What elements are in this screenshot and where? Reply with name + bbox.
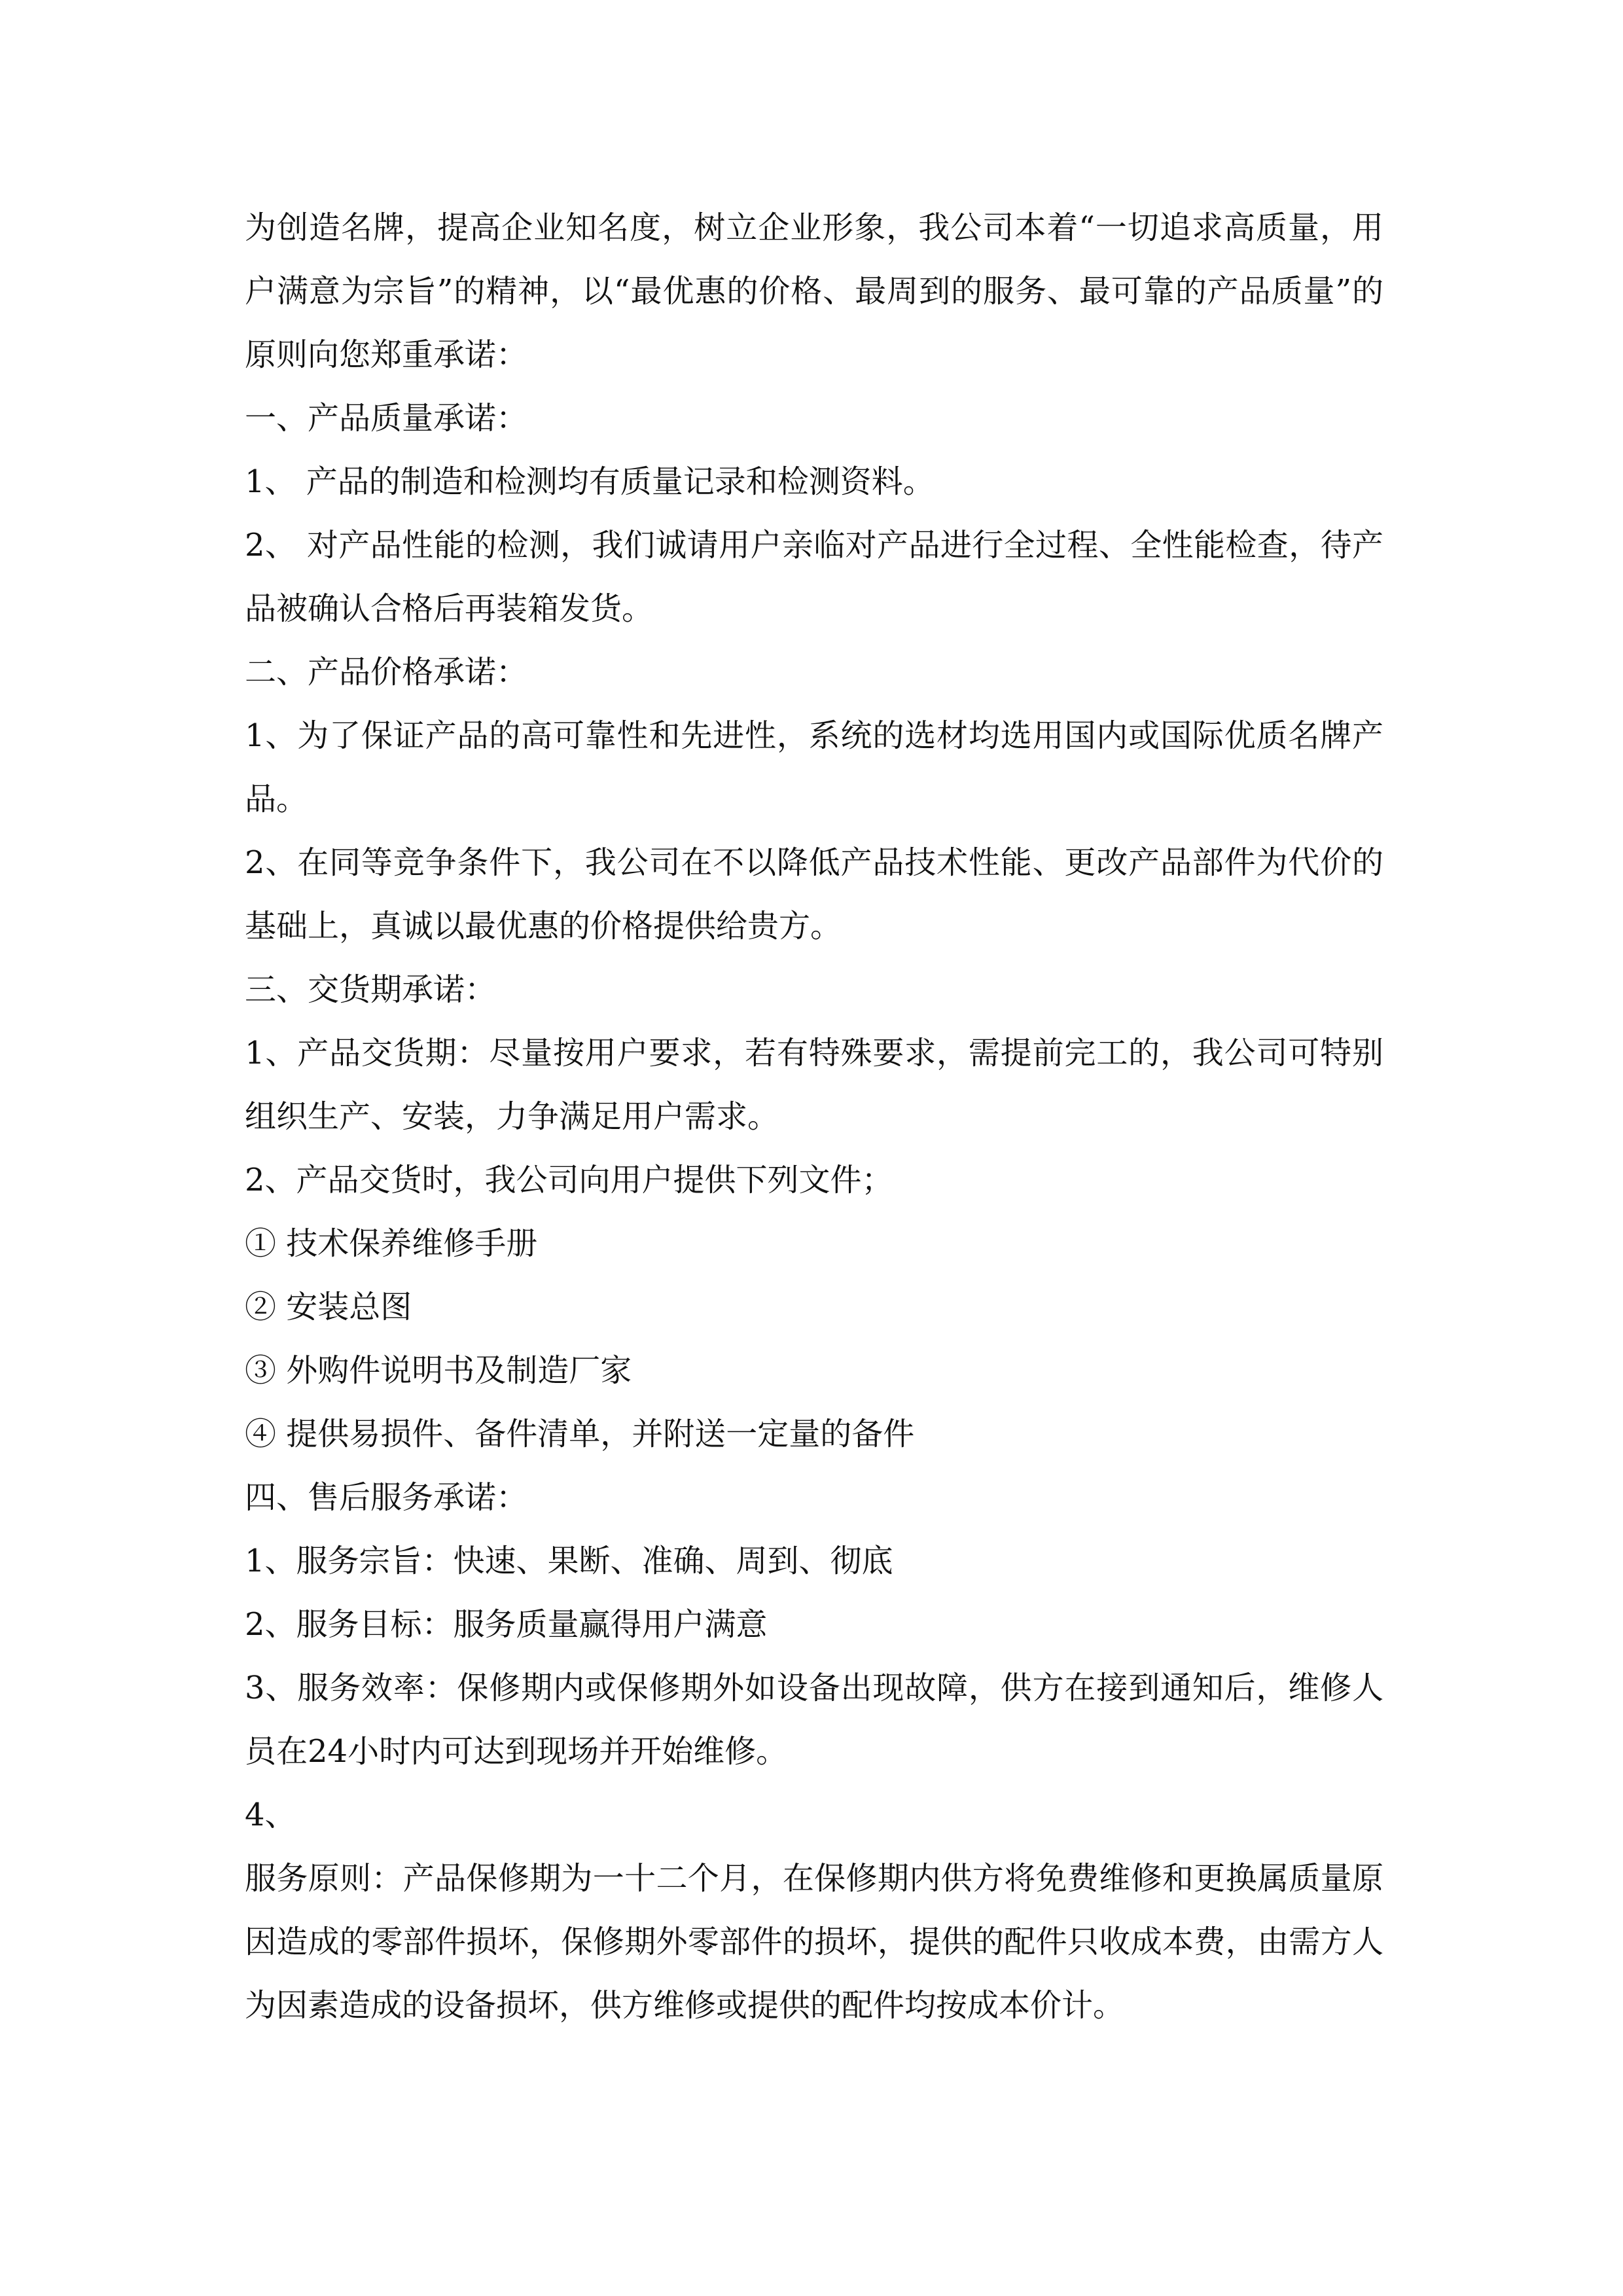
document-list-item: ② 安装总图	[245, 1289, 412, 1325]
list-item: 2、在同等竞争条件下，我公司在不以降低产品技术性能、更改产品部件为代价的基础上，真诚以最优惠的价格提供给贵方。	[245, 844, 1383, 944]
list-item: 服务原则：产品保修期为一十二个月，在保修期内供方将免费维修和更换属质量原因造成的零部件损坏，保修期外零部件的损坏，提供的配件只收成本费，由需方人为因素造成的设备损坏，供方维修或提供的配件均按成本价计。	[245, 1860, 1383, 2024]
list-item: 1、 产品的制造和检测均有质量记录和检测资料。	[245, 463, 935, 500]
document-list-item: ① 技术保养维修手册	[245, 1225, 538, 1262]
list-item: 1、为了保证产品的高可靠性和先进性，系统的选材均选用国内或国际优质名牌产品。	[245, 717, 1383, 817]
document-list-item: ③ 外购件说明书及制造厂家	[245, 1352, 632, 1389]
list-item: 2、 对产品性能的检测，我们诚请用户亲临对产品进行全过程、全性能检查，待产品被确认合格后再装箱发货。	[245, 527, 1383, 627]
intro-paragraph: 为创造名牌，提高企业知名度，树立企业形象，我公司本着“一切追求高质量，用户满意为宗旨”的精神，以“最优惠的价格、最周到的服务、最可靠的产品质量”的原则向您郑重承诺：	[245, 209, 1383, 373]
document-list-item: ④ 提供易损件、备件清单，并附送一定量的备件	[245, 1416, 915, 1452]
list-item: 1、服务宗旨：快速、果断、准确、周到、彻底	[245, 1543, 893, 1579]
list-item: 3、服务效率：保修期内或保修期外如设备出现故障，供方在接到通知后，维修人员在24小时内可达到现场并开始维修。	[245, 1670, 1383, 1770]
section-heading-service: 四、售后服务承诺：	[245, 1479, 528, 1516]
list-item-number: 4、	[245, 1797, 296, 1833]
section-heading-price: 二、产品价格承诺：	[245, 654, 528, 691]
section-heading-delivery: 三、交货期承诺：	[245, 971, 497, 1008]
list-item: 1、产品交货期：尽量按用户要求，若有特殊要求，需提前完工的，我公司可特别组织生产、安装，力争满足用户需求。	[245, 1035, 1383, 1135]
list-item: 2、服务目标：服务质量赢得用户满意	[245, 1606, 768, 1643]
list-item: 2、产品交货时，我公司向用户提供下列文件；	[245, 1162, 893, 1198]
document-body	[245, 196, 1383, 2037]
section-heading-quality: 一、产品质量承诺：	[245, 400, 528, 437]
